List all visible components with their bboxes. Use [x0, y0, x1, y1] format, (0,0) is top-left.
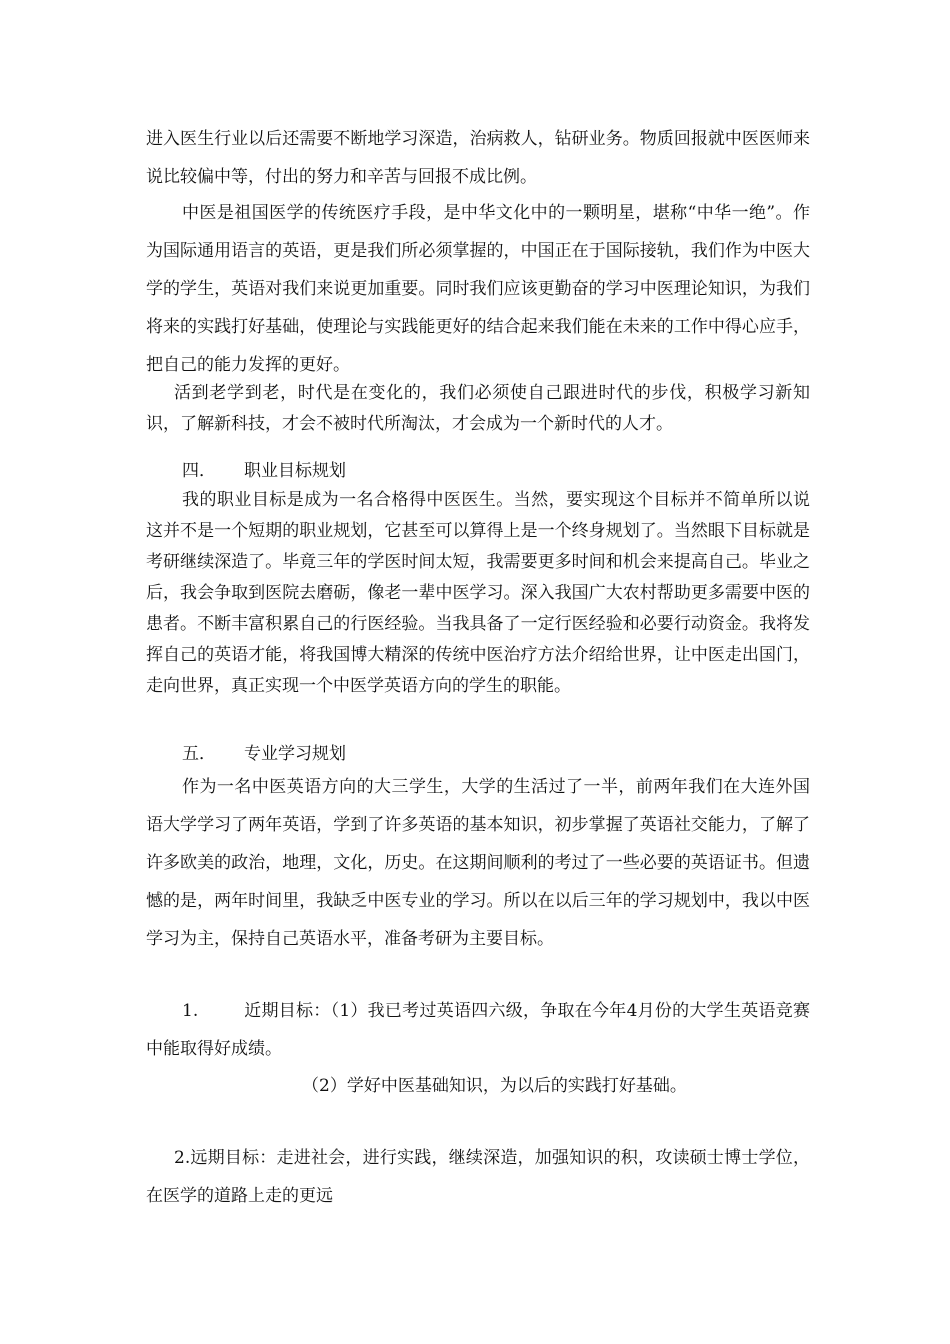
paragraph-career-reward: 进入医生行业以后还需要不断地学习深造，治病救人，钻研业务。物质回报就中医医师来说比较偏中等，付出的努力和辛苦与回报不成比例。: [146, 129, 810, 187]
section-heading-career-goal: [182, 456, 346, 487]
paragraph-study-plan: 作为一名中医英语方向的大三学生，大学的生活过了一半，前两年我们在大连外国语大学学习了两年英语，学到了许多英语的基本知识，初步掌握了英语社交能力，了解了许多欧美的政治，地理，文化，历史。在这期间顺利的考过了一些必要的英语证书。但遗憾的是，两年时间里，我缺乏中医专业的学习。所以在以后三年的学习规划中，我以中医学习为主，保持自己英语水平，准备考研为主要目标。: [146, 777, 810, 949]
section-number: 四．: [182, 461, 216, 481]
list-item-short-term-goal-sub: （2）学好中医基础知识，为以后的实践打好基础。: [302, 1076, 687, 1096]
paragraph-lifelong-learning: 活到老学到老，时代是在变化的，我们必须使自己跟进时代的步伐，积极学习新知识，了解新科技，才会不被时代所淘汰，才会成为一个新时代的人才。: [146, 383, 810, 434]
paragraph-tcm-english: 中医是祖国医学的传统医疗手段，是中华文化中的一颗明星，堪称“中华一绝”。作为国际通用语言的英语，更是我们所必须掌握的，中国正在于国际接轨，我们作为中医大学的学生，英语对我们来说更加重要。同时我们应该更勤奋的学习中医理论知识，为我们将来的实践打好基础，使理论与实践能更好的结合起来我们能在未来的工作中得心应手，把自己的能力发挥的更好。: [146, 203, 810, 375]
section-title: 专业学习规划: [244, 744, 346, 764]
section-title: 职业目标规划: [244, 461, 346, 481]
section-number: 五．: [182, 744, 216, 764]
section-heading-study-plan: [182, 739, 346, 770]
paragraph-career-goal: 我的职业目标是成为一名合格得中医医生。当然，要实现这个目标并不简单所以说这并不是一个短期的职业规划，它甚至可以算得上是一个终身规划了。当然眼下目标就是考研继续深造了。毕竟三年的学医时间太短，我需要更多时间和机会来提高自己。毕业之后，我会争取到医院去磨砺，像老一辈中医学习。深入我国广大农村帮助更多需要中医的患者。不断丰富积累自己的行医经验。当我具备了一定行医经验和必要行动资金。我将发挥自己的英语才能，将我国博大精深的传统中医治疗方法介绍给世界，让中医走出国门，走向世界，真正实现一个中医学英语方向的学生的职能。: [146, 490, 810, 696]
list-item-long-term-goal: 2.远期目标：走进社会，进行实践，继续深造，加强知识的积，攻读硕士博士学位，在医学的道路上走的更远: [146, 1148, 810, 1206]
list-item-text: 近期目标：（1）我已考过英语四六级，争取在今年4月份的大学生英语竞赛中能取得好成绩。: [146, 1001, 810, 1059]
list-item-short-term-goal: [146, 992, 810, 1068]
list-item-number: 1.: [182, 1001, 199, 1021]
